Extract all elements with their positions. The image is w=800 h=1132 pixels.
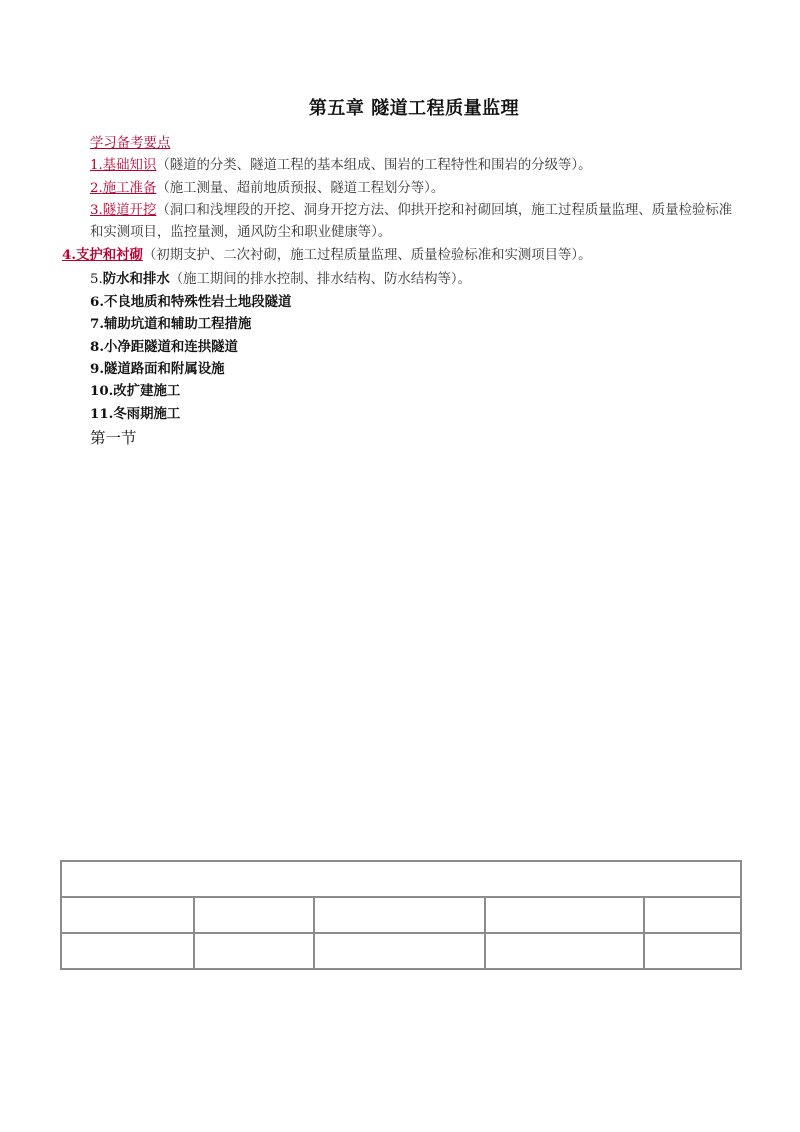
point-5-desc: （施工期间的排水控制、排水结构、防水结构等）。	[169, 271, 472, 287]
table-cell	[61, 897, 194, 933]
section-label: 学习备考要点	[90, 136, 171, 151]
section-heading: 第一节	[90, 428, 137, 447]
point-11: 11.冬雨期施工	[90, 405, 181, 422]
point-2	[62, 178, 738, 200]
point-6: 6.不良地质和特殊性岩土地段隧道	[90, 294, 292, 311]
table-cell	[485, 897, 644, 933]
point-5	[62, 268, 738, 291]
point-1-heading[interactable]: 1.基础知识	[90, 158, 157, 174]
empty-table	[60, 860, 742, 970]
point-1	[62, 155, 738, 177]
point-3-desc: （洞口和浅埋段的开挖、洞身开挖方法、仰拱开挖和衬砌回填，施工过程质量监理、质量检验标准和实测项目，监控量测，通风防尘和职业健康等）。	[90, 202, 733, 241]
point-7: 7.辅助坑道和辅助工程措施	[90, 316, 252, 333]
study-points	[62, 133, 738, 449]
table-cell	[61, 933, 194, 969]
point-4-heading[interactable]: 4.支护和衬砌	[62, 247, 143, 264]
table-cell	[644, 933, 741, 969]
point-3	[62, 200, 738, 245]
table-row	[61, 933, 741, 969]
table-cell	[485, 933, 644, 969]
point-3-heading[interactable]: 3.隧道开挖	[90, 202, 157, 218]
page-title: 第五章 隧道工程质量监理	[308, 98, 520, 119]
table-row	[61, 897, 741, 933]
point-2-desc: （施工测量、超前地质预报、隧道工程划分等）。	[156, 180, 445, 196]
table-cell	[644, 897, 741, 933]
point-2-heading[interactable]: 2.施工准备	[90, 180, 157, 196]
point-10: 10.改扩建施工	[90, 383, 181, 400]
table-cell	[194, 933, 314, 969]
table-cell	[314, 897, 485, 933]
point-5-heading: 5.防水和排水	[90, 270, 170, 287]
table-header-cell	[61, 861, 741, 897]
point-4-desc: （初期支护、二次衬砌，施工过程质量监理、质量检验标准和实测项目等）。	[142, 248, 592, 264]
point-9: 9.隧道路面和附属设施	[90, 360, 225, 377]
table-cell	[314, 933, 485, 969]
table-header-row	[61, 861, 741, 897]
point-1-desc: （隧道的分类、隧道工程的基本组成、围岩的工程特性和围岩的分级等）。	[156, 158, 592, 174]
table-cell	[194, 897, 314, 933]
point-8: 8.小净距隧道和连拱隧道	[90, 338, 238, 355]
point-4	[62, 244, 738, 267]
